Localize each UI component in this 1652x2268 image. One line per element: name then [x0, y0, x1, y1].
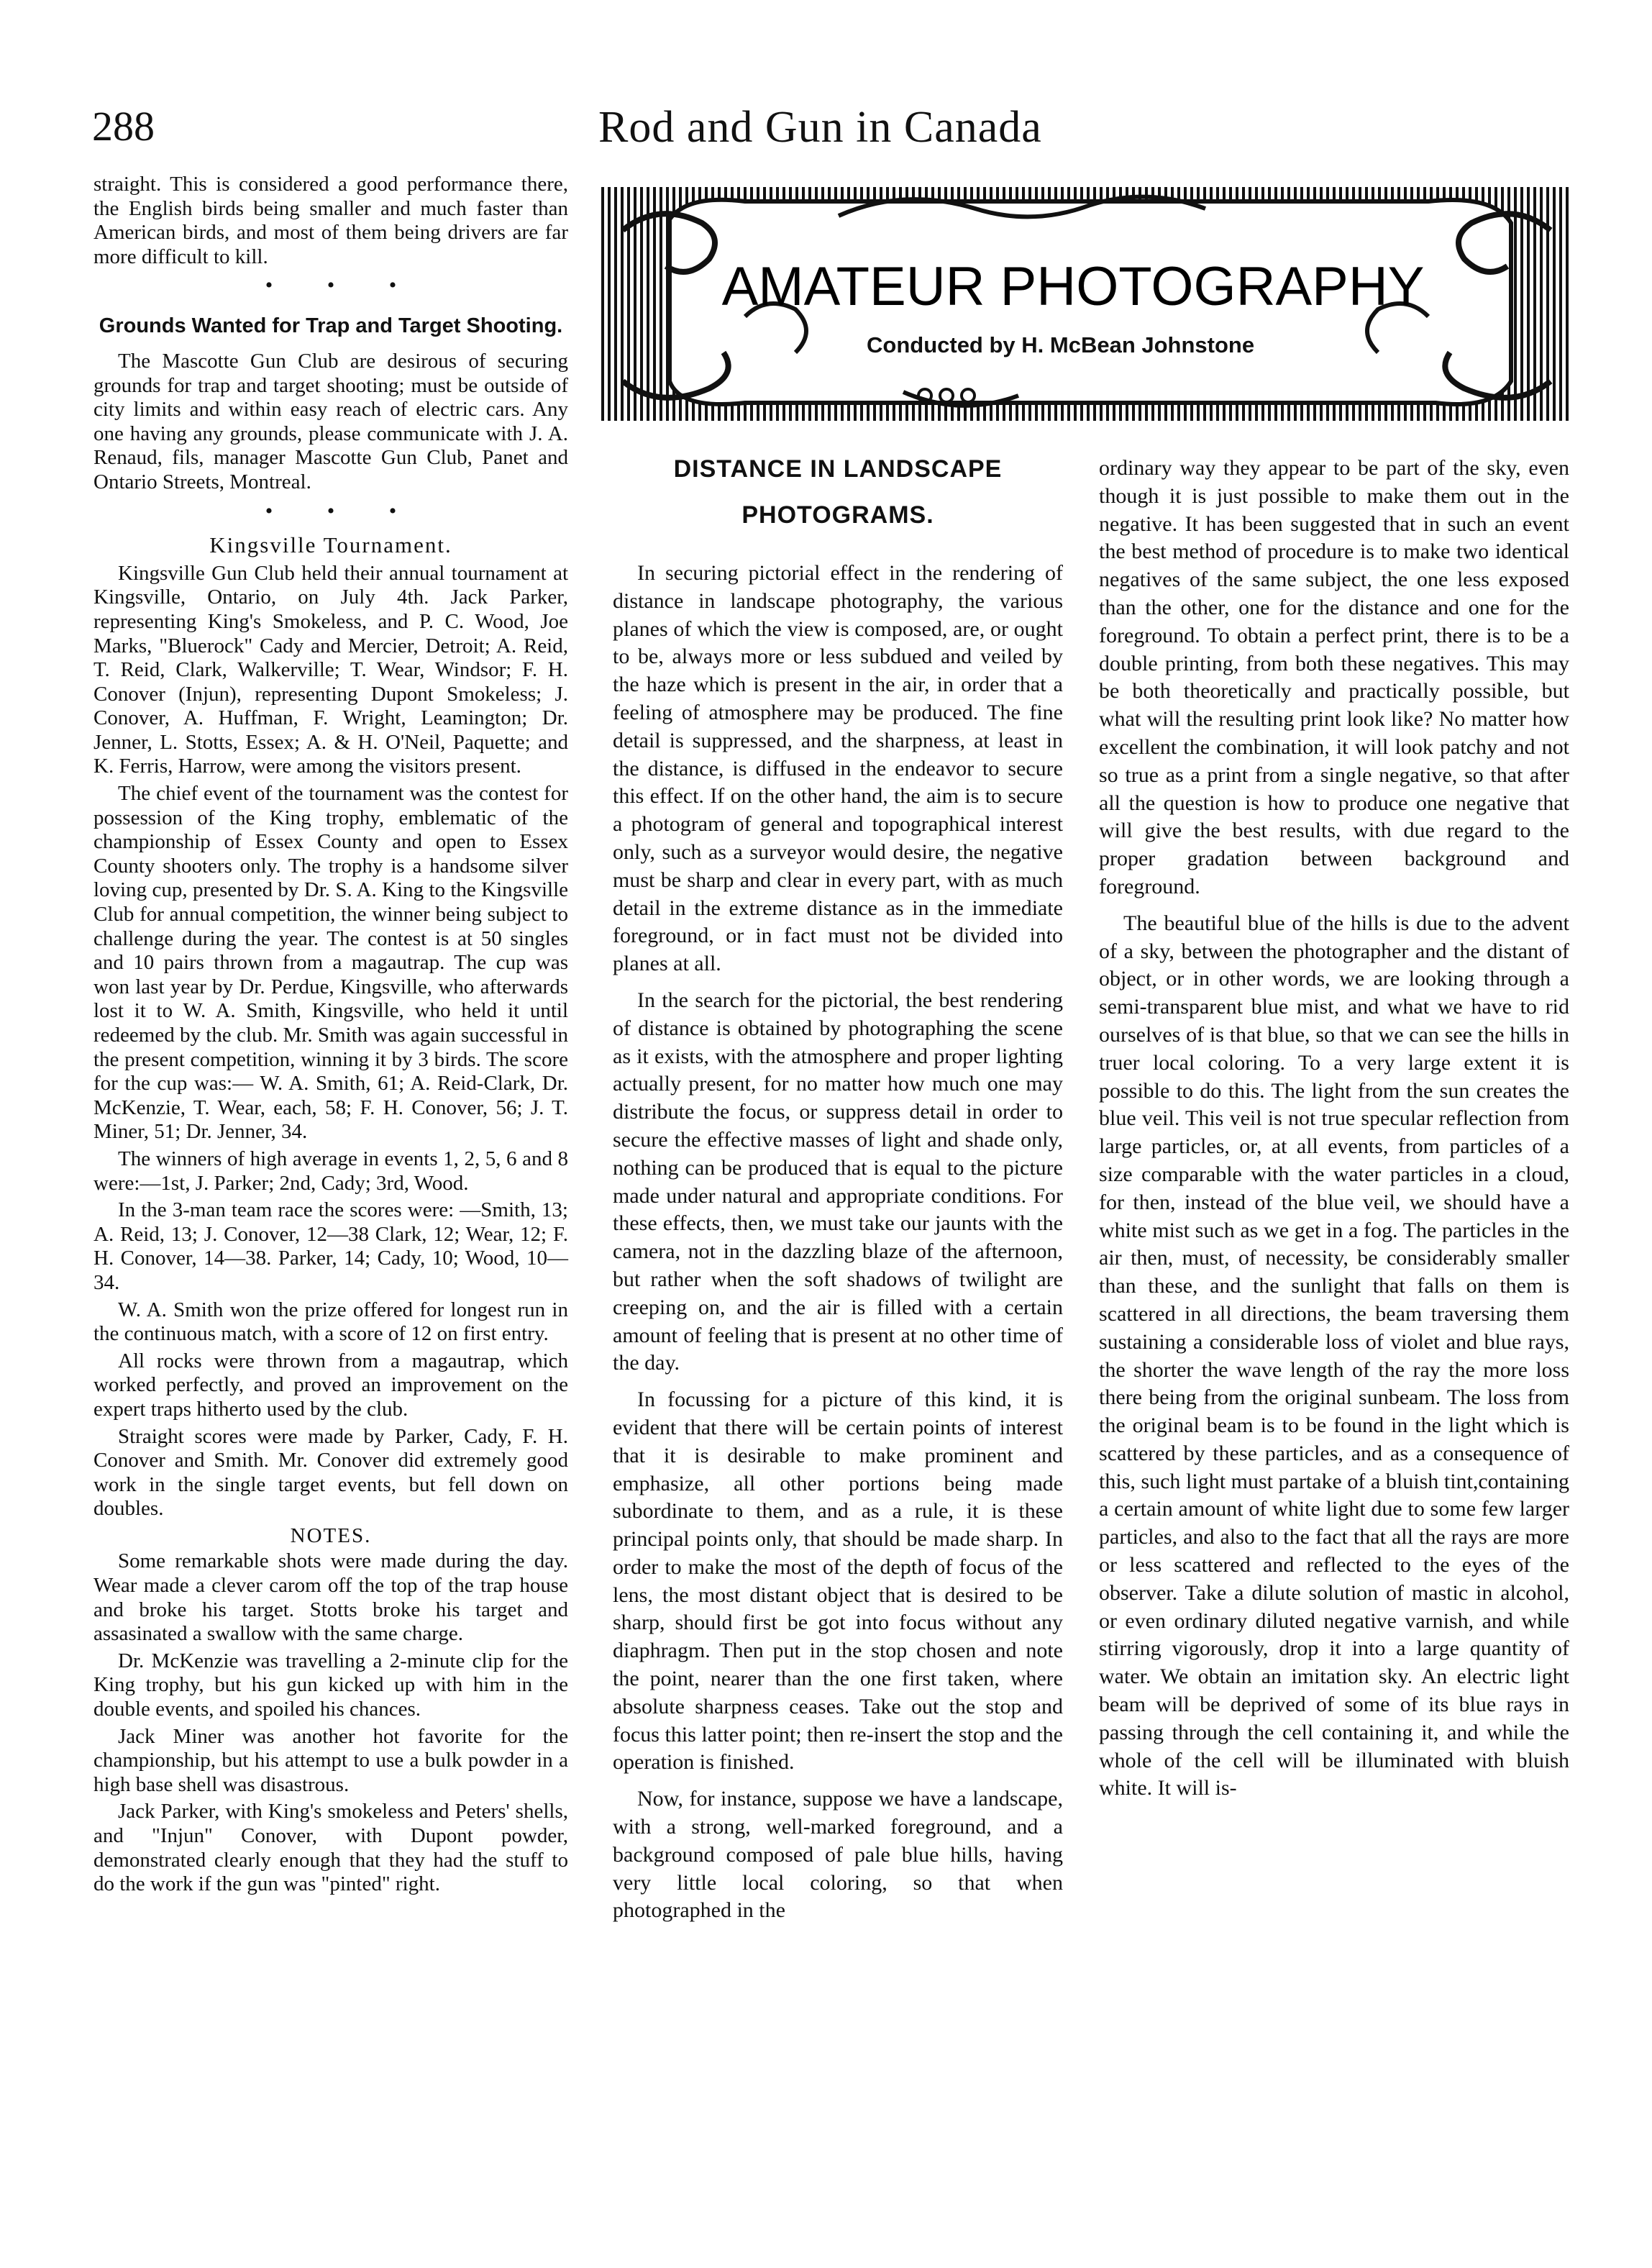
- article-paragraph: In securing pictorial effect in the rendering of distance in landscape photography, the various planes of which the view is composed, are, or ought to be, always more or less subdued and veiled by the haze which is present in the air, in order that a feeling of atmosphere may be produced. The fine detail is suppressed, and the sharpness, at least in the distance, is diffused in the endeavor to secure this effect. If on the other hand, the aim is to secure a photogram of general and topographical interest only, such as a surveyor would desire, the negative must be sharp and clear in every part, with as much detail in the extreme distance as in the immediate foreground, or in fact must not be divided into planes at all.: [613, 561, 1063, 976]
- grounds-heading: Grounds Wanted for Trap and Target Shooting.: [99, 314, 563, 337]
- right-column: [1099, 455, 1569, 1811]
- section-separator: • • •: [265, 498, 421, 523]
- notes-paragraph: Dr. McKenzie was travelling a 2-minute clip for the King trophy, but his gun kicked up with him in the double events, and spoiled his chances.: [93, 1649, 568, 1721]
- kingsville-paragraph: Kingsville Gun Club held their annual tournament at Kingsville, Ontario, on July 4th. Jack Parker, representing King's Smokeless, and P. C. Wood, Joe Marks, "Bluerock" Cady and Mercier, Detroit; A. Reid, T. Reid, Clark, Walkerville; T. Wear, Windsor; F. H. Conover (Injun), representing Dupont Smokeless; J. Conover, A. Huffman, F. Wright, Leamington; Dr. Jenner, L. Stotts, Essex; A. & H. O'Neil, Paquette; and K. Ferris, Harrow, were among the visitors present.: [93, 561, 568, 778]
- kingsville-paragraph: All rocks were thrown from a magautrap, which worked perfectly, and proved an improvement on the expert traps hitherto used by the club.: [93, 1349, 568, 1421]
- kingsville-paragraph: The winners of high average in events 1, 2, 5, 6 and 8 were:—1st, J. Parker; 2nd, Cady; 3rd, Wood.: [93, 1147, 568, 1195]
- left-column: [93, 173, 568, 1900]
- kingsville-paragraph: In the 3-man team race the scores were: —Smith, 13; A. Reid, 13; J. Conover, 12—38 Clark, 12; Wear, 12; F. H. Conover, 14—38. Parker, 14; Cady, 10; Wood, 10—34.: [93, 1198, 568, 1294]
- notes-paragraph: Some remarkable shots were made during the day. Wear made a clever carom off the top of the trap house and broke his target. Stotts broke his target and assasinated a swallow with the same charge.: [93, 1549, 568, 1646]
- section-separator: • • •: [265, 273, 421, 298]
- running-title: Rod and Gun in Canada: [598, 103, 1042, 152]
- section-banner-subtitle: Conducted by H. McBean Johnstone: [867, 332, 1255, 357]
- article-paragraph: The beautiful blue of the hills is due to the advent of a sky, between the photographer and the distant of object, or in other words, we are looking through a semi-transparent blue mist, and what we have to rid ourselves of is that blue, so that we can see the hills in truer local coloring. To a very large extent it is possible to do this. The light from the sun creates the blue veil. This veil is not true specular reflection from large particles, or, at all events, from particles of a size comparable with the water particles in a cloud, for then, instead of the blue veil, we should have a white mist such as we get in a fog. The particles in the air then, must, of necessity, be considerably smaller than these, and the sunlight that falls on them is scattered in all directions, the beam traversing them sustaining a considerable loss of violet and blue rays, the shorter the wave length of the ray the more loss there being from the original sunbeam. The loss from the original beam is to be found in the light which is scattered by these particles, and as a consequence of this, such light must partake of a bluish tint,containing a certain amount of white light due to some few larger particles, and also to the fact that all the rays are more or less scattered and reflected to the eyes of the observer. Take a dilute solution of mastic in alcohol, or even ordinary diluted negative varnish, and while stirring vigorously, drop it into a large quantity of water. We obtain an imitation sky. An electric light beam will be deprived of some of its blue rays in passing through the cell containing it, and while the whole of the cell will be illuminated with bluish white. It will is-: [1099, 911, 1569, 1800]
- notes-paragraph: Jack Miner was another hot favorite for the championship, but his attempt to use a bulk powder in a high base shell was disastrous.: [93, 1724, 568, 1796]
- grounds-paragraph: The Mascotte Gun Club are desirous of securing grounds for trap and target shooting; must be outside of city limits and within easy reach of electric cars. Any one having any grounds, please communicate with J. A. Renaud, fils, manager Mascotte Gun Club, Panet and Ontario Streets, Montreal.: [93, 349, 568, 493]
- article-heading: DISTANCE IN LANDSCAPE PHOTOGRAMS.: [673, 455, 1003, 529]
- intro-paragraph: straight. This is considered a good performance there, the English birds being smaller and much faster than American birds, and most of them being drivers are far more difficult to kill.: [93, 173, 568, 268]
- kingsville-paragraph: Straight scores were made by Parker, Cady, F. H. Conover and Smith. Mr. Conover did extremely good work in the single target events, but fell down on doubles.: [93, 1424, 568, 1521]
- article-paragraph: ordinary way they appear to be part of the sky, even though it is just possible to make them out in the negative. It has been suggested that in such an event the best method of procedure is to make two identical negatives of the same subject, the one less exposed than the other, one for the distance and one for the foreground. To obtain a perfect print, there is to be a double printing, from both these negatives. This may be both theoretically and practically possible, but what will the resulting print look like? No matter how excellent the combination, it will look patchy and not so true as a print from a single negative, so that after all the question is how to produce one negative that will give the best results, with due regard to the proper gradation between background and foreground.: [1099, 456, 1569, 898]
- middle-column: [613, 446, 1063, 1934]
- section-banner-title: AMATEUR PHOTOGRAPHY: [721, 256, 1425, 317]
- kingsville-paragraph: W. A. Smith won the prize offered for longest run in the continuous match, with a score of 12 on first entry.: [93, 1298, 568, 1346]
- page-number: 288: [92, 103, 155, 150]
- article-paragraph: Now, for instance, suppose we have a landscape, with a strong, well-marked foreground, and a background composed of pale blue hills, having very little local coloring, so that when photographed in the: [613, 1787, 1063, 1923]
- notes-paragraph: Jack Parker, with King's smokeless and Peters' shells, and "Injun" Conover, with Dupont powder, demonstrated clearly enough that they had the stuff to do the work if the gun was "pinted" right.: [93, 1800, 568, 1896]
- article-paragraph: In the search for the pictorial, the best rendering of distance is obtained by photographing the scene as it exists, with the atmosphere and proper lighting actually present, for no matter how much one may distribute the focus, or suppress detail in order to secure the effective masses of light and shade only, nothing can be produced that is equal to the picture made under natural and appropriate conditions. For these effects, then, we must take our jaunts with the camera, not in the dazzling blaze of the afternoon, but rather when the soft shadows of twilight are creeping on, and the air is filled with a certain amount of feeling that is present at no other time of the day.: [613, 988, 1063, 1375]
- kingsville-paragraph: The chief event of the tournament was the contest for possession of the King trophy, emblematic of the championship of Essex County and open to Essex County shooters only. The trophy is a handsome silver loving cup, presented by Dr. S. A. King to the Kingsville Club for annual competition, the winner being subject to challenge during the year. The contest is at 50 singles and 10 pairs thrown from a magautrap. The cup was won last year by Dr. Perdue, Kingsville, who afterwards lost it to W. A. Smith, Kingsville, who held it until redeemed by the club. Mr. Smith was again successful in the present competition, winning it by 3 birds. The score for the cup was:— W. A. Smith, 61; A. Reid-Clark, Dr. McKenzie, T. Wear, each, 58; F. H. Conover, 56; J. T. Miner, 51; Dr. Jenner, 34.: [93, 782, 568, 1144]
- notes-heading: NOTES.: [290, 1524, 372, 1547]
- kingsville-heading: Kingsville Tournament.: [209, 532, 452, 558]
- article-paragraph: In focussing for a picture of this kind, it is evident that there will be certain points of interest that it is desirable to make prominent and emphasize, all other portions being made subordinate to them, and as a rule, it is these principal points only, that should be made sharp. In order to make the most of the depth of focus of the lens, the most distant object that is desired to be sharp, should first be got into focus without any diaphragm. Then put in the stop chosen and note the point, nearer than the one first taken, where absolute sharpness ceases. Take out the stop and focus this latter point; then re-insert the stop and the operation is finished.: [613, 1388, 1063, 1775]
